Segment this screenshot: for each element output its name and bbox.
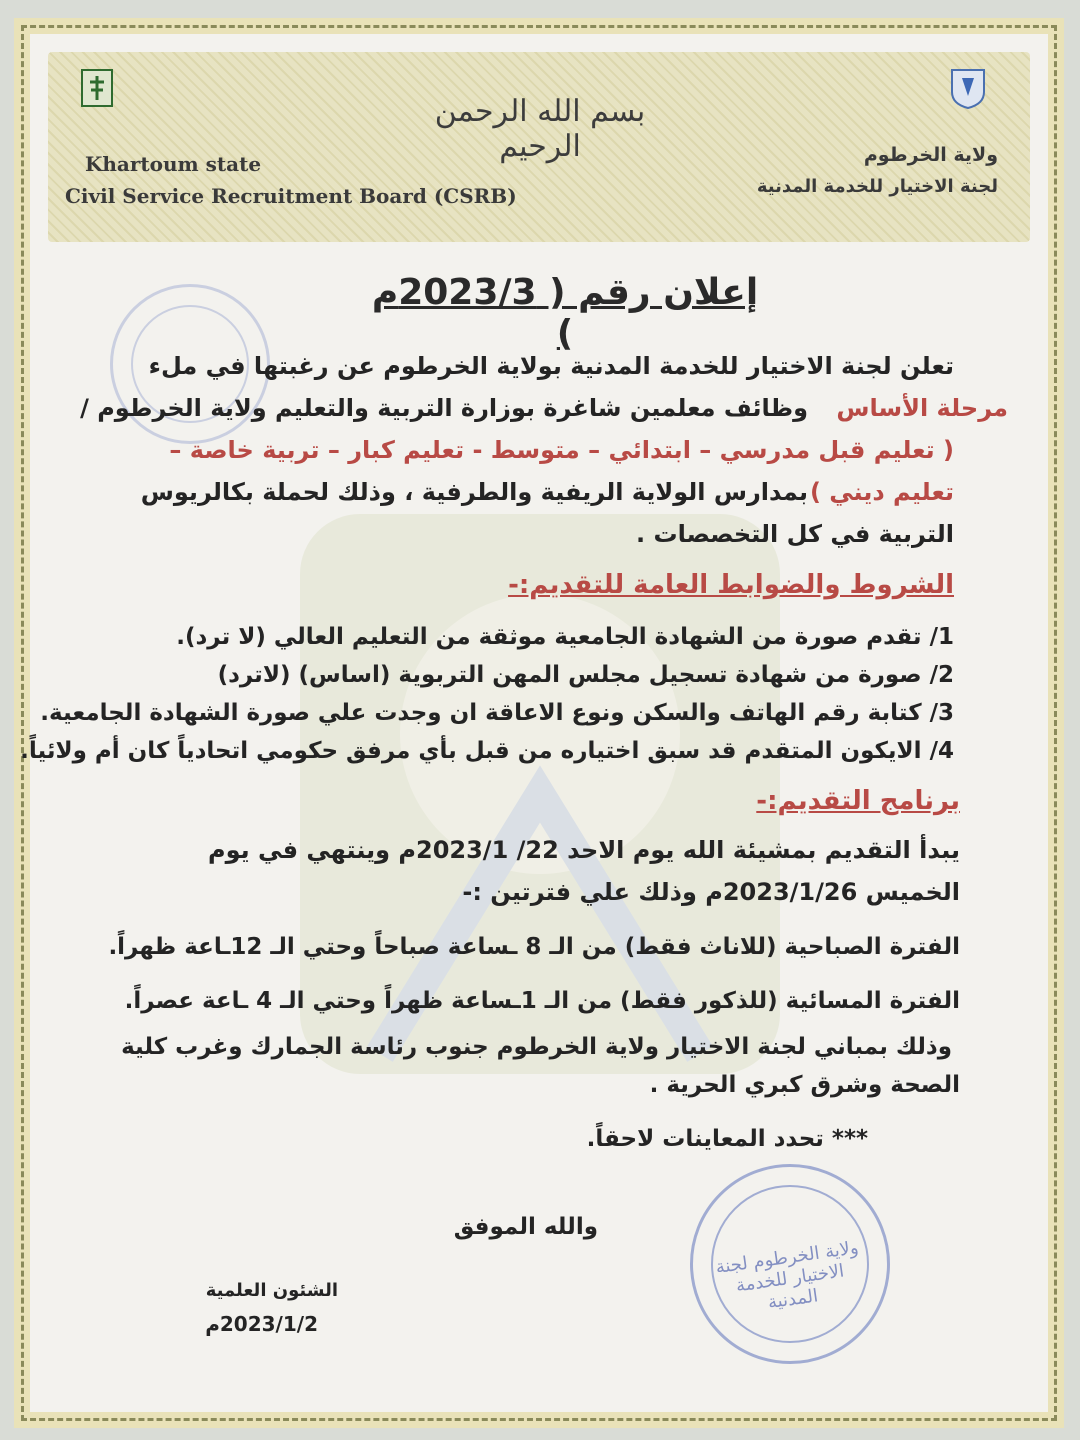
- condition-item: 4/ الايكون المتقدم قد سبق اختياره من قبل بأي مرفق حكومي اتحادياً كان أم ولائياً.: [20, 738, 954, 764]
- intro-line: وظائف معلمين شاغرة بوزارة التربية والتعليم ولاية الخرطوم /: [80, 394, 808, 422]
- announcement-title: إعلان رقم ( 2023/3م ): [371, 272, 759, 354]
- program-line: وذلك بمباني لجنة الاختيار ولاية الخرطوم جنوب رئاسة الجمارك وغرب كلية: [121, 1034, 952, 1060]
- program-line: الفترة المسائية (للذكور فقط) من الـ 1ـساعة ظهراً وحتي الـ 4 ـاعة عصراً.: [124, 988, 960, 1014]
- announcement-body: [20, 34, 1048, 1412]
- closing-text: والله الموفق: [453, 1214, 598, 1240]
- intro-line: تعلن لجنة الاختيار للخدمة المدنية بولاية الخرطوم عن رغبتها في ملء: [148, 352, 954, 380]
- board-name-ar: لجنة الاختيار للخدمة المدنية: [756, 176, 998, 197]
- intro-line: مرحلة الأساس: [836, 394, 1008, 422]
- stamp-text: ولاية الخرطوم لجنة الاختيار للخدمة المدنية: [714, 1237, 860, 1314]
- intro-line: ( تعليم قبل مدرسي – ابتدائي – متوسط - تعليم كبار – تربية خاصة –: [169, 436, 954, 464]
- intro-line: بمدارس الولاية الريفية والطرفية ، وذلك لحملة بكالريوس: [140, 478, 808, 506]
- basmala: بسم الله الرحمن الرحيم: [434, 94, 646, 164]
- signature-dept: الشئون العلمية: [205, 1280, 338, 1301]
- board-name-en: Civil Service Recruitment Board (CSRB): [65, 184, 517, 208]
- condition-item: 2/ صورة من شهادة تسجيل مجلس المهن التربوية (اساس) (لاترد): [217, 662, 954, 688]
- intro-line: التربية في كل التخصصات .: [636, 520, 954, 548]
- program-line: *** تحدد المعاينات لاحقاً.: [586, 1126, 868, 1152]
- condition-item: 3/ كتابة رقم الهاتف والسكن ونوع الاعاقة ان وجدت علي صورة الشهادة الجامعية.: [40, 700, 954, 726]
- program-line: الفترة الصباحية (للاناث فقط) من الـ 8 ـساعة صباحاً وحتي الـ 12ـاعة ظهراً.: [108, 934, 960, 960]
- program-line: يبدأ التقديم بمشيئة الله يوم الاحد 22/ 2023/1م وينتهي في يوم: [208, 836, 960, 864]
- signature-date: 2023/1/2م: [205, 1312, 318, 1336]
- state-name-en: Khartoum state: [85, 152, 262, 176]
- conditions-heading: الشروط والضوابط العامة للتقديم:-: [508, 570, 954, 600]
- program-line: الصحة وشرق كبري الحرية .: [649, 1072, 960, 1098]
- intro-line: تعليم ديني ): [809, 478, 954, 506]
- program-line: الخميس 2023/1/26م وذلك علي فترتين :-: [462, 878, 960, 906]
- document-page: [14, 18, 1064, 1428]
- state-name-ar: ولاية الخرطوم: [863, 144, 998, 166]
- condition-item: 1/ تقدم صورة من الشهادة الجامعية موثقة من التعليم العالي (لا ترد).: [176, 624, 954, 650]
- program-heading: برنامج التقديم:-: [756, 786, 960, 816]
